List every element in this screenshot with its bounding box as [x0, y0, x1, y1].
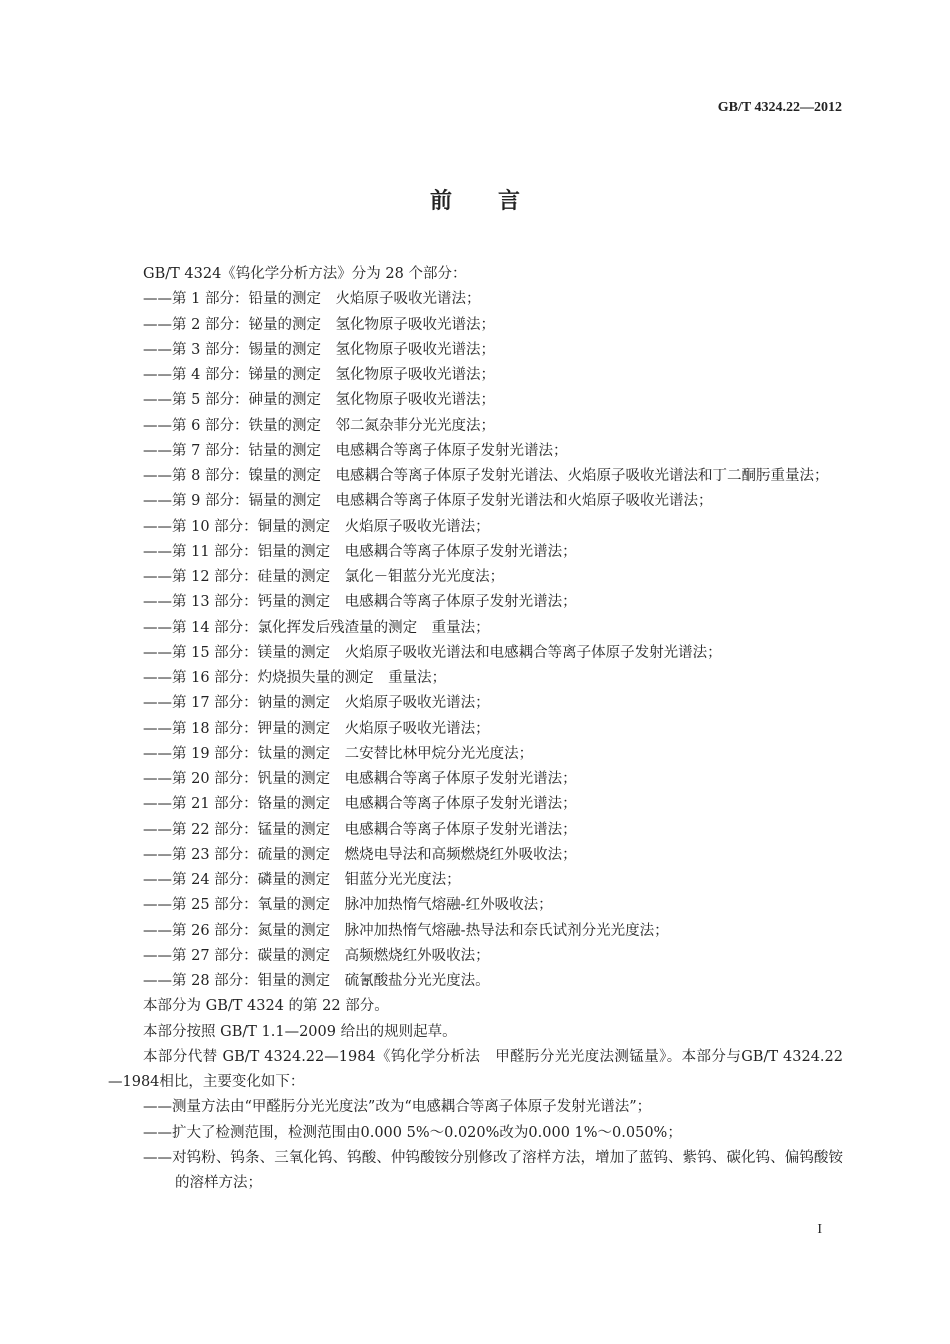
list-item: ——第 8 部分：镍量的测定 电感耦合等离子体原子发射光谱法、火焰原子吸收光谱法和丁二酮肟重量法；	[143, 468, 829, 484]
paragraphs	[108, 994, 843, 1095]
list-item: ——第 6 部分：铁量的测定 邻二氮杂菲分光光度法；	[143, 417, 495, 434]
list-item: ——第 13 部分：钙量的测定 电感耦合等离子体原子发射光谱法；	[143, 594, 577, 611]
list-item: ——第 15 部分：镁量的测定 火焰原子吸收光谱法和电感耦合等离子体原子发射光谱法；	[143, 644, 722, 661]
page-number: I	[817, 1222, 822, 1237]
paragraph: 本部分代替 GB/T 4324.22—1984《钨化学分析法 甲醛肟分光光度法测锰量》。本部分与GB/T 4324.22—1984相比，主要变化如下：	[108, 1048, 843, 1090]
list-item: ——第 3 部分：锡量的测定 氢化物原子吸收光谱法；	[143, 341, 495, 358]
page-title: 前言	[429, 189, 566, 214]
list-item: ——第 7 部分：钴量的测定 电感耦合等离子体原子发射光谱法；	[143, 442, 568, 459]
list-item: ——第 10 部分：铜量的测定 火焰原子吸收光谱法；	[143, 518, 490, 535]
list-item: ——测量方法由“甲醛肟分光光度法”改为“电感耦合等离子体原子发射光谱法”；	[143, 1099, 652, 1116]
list-item: ——第 17 部分：钠量的测定 火焰原子吸收光谱法；	[143, 695, 490, 712]
list-item: ——第 27 部分：碳量的测定 高频燃烧红外吸收法；	[143, 947, 490, 964]
parts-list	[108, 287, 843, 994]
list-item: ——第 19 部分：钛量的测定 二安替比林甲烷分光光度法；	[143, 745, 534, 762]
list-item: ——第 24 部分：磷量的测定 钼蓝分光光度法；	[143, 872, 461, 888]
list-item: ——第 18 部分：钾量的测定 火焰原子吸收光谱法；	[143, 720, 490, 737]
document-body	[108, 262, 843, 1196]
list-item: ——第 23 部分：硫量的测定 燃烧电导法和高频燃烧红外吸收法；	[143, 846, 577, 863]
list-item: ——第 14 部分：氯化挥发后残渣量的测定 重量法；	[143, 619, 490, 636]
list-item: ——扩大了检测范围，检测范围由0.000 5%～0.020%改为0.000 1%～0.050%；	[143, 1124, 682, 1141]
list-item: ——第 28 部分：钼量的测定 硫氰酸盐分光光度法。	[143, 973, 490, 989]
list-item: ——第 21 部分：铬量的测定 电感耦合等离子体原子发射光谱法；	[143, 796, 577, 813]
standard-number: GB/T 4324.22—2012	[717, 100, 842, 115]
changes-list	[108, 1095, 843, 1196]
paragraph: 本部分按照 GB/T 1.1—2009 给出的规则起草。	[143, 1023, 457, 1040]
list-item: ——第 25 部分：氧量的测定 脉冲加热惰气熔融-红外吸收法；	[143, 897, 553, 914]
list-item: ——第 5 部分：砷量的测定 氢化物原子吸收光谱法；	[143, 392, 495, 409]
list-item: ——对钨粉、钨条、三氧化钨、钨酸、仲钨酸铵分别修改了溶样方法，增加了蓝钨、紫钨、碳化钨、偏钨酸铵的溶样方法；	[143, 1149, 843, 1191]
list-item: ——第 26 部分：氮量的测定 脉冲加热惰气熔融-热导法和奈氏试剂分光光度法；	[143, 922, 669, 939]
list-item: ——第 12 部分：硅量的测定 氯化－钼蓝分光光度法；	[143, 569, 505, 585]
paragraph: 本部分为 GB/T 4324 的第 22 部分。	[143, 998, 389, 1015]
list-item: ——第 22 部分：锰量的测定 电感耦合等离子体原子发射光谱法；	[143, 821, 577, 838]
intro-paragraph: GB/T 4324《钨化学分析方法》分为 28 个部分：	[143, 266, 467, 282]
list-item: ——第 20 部分：钒量的测定 电感耦合等离子体原子发射光谱法；	[143, 771, 577, 787]
list-item: ——第 2 部分：铋量的测定 氢化物原子吸收光谱法；	[143, 316, 495, 333]
list-item: ——第 9 部分：镉量的测定 电感耦合等离子体原子发射光谱法和火焰原子吸收光谱法；	[143, 493, 713, 510]
list-item: ——第 16 部分：灼烧损失量的测定 重量法；	[143, 670, 447, 686]
list-item: ——第 1 部分：铅量的测定 火焰原子吸收光谱法；	[143, 291, 481, 308]
list-item: ——第 4 部分：锑量的测定 氢化物原子吸收光谱法；	[143, 367, 495, 383]
list-item: ——第 11 部分：铝量的测定 电感耦合等离子体原子发射光谱法；	[143, 543, 577, 560]
